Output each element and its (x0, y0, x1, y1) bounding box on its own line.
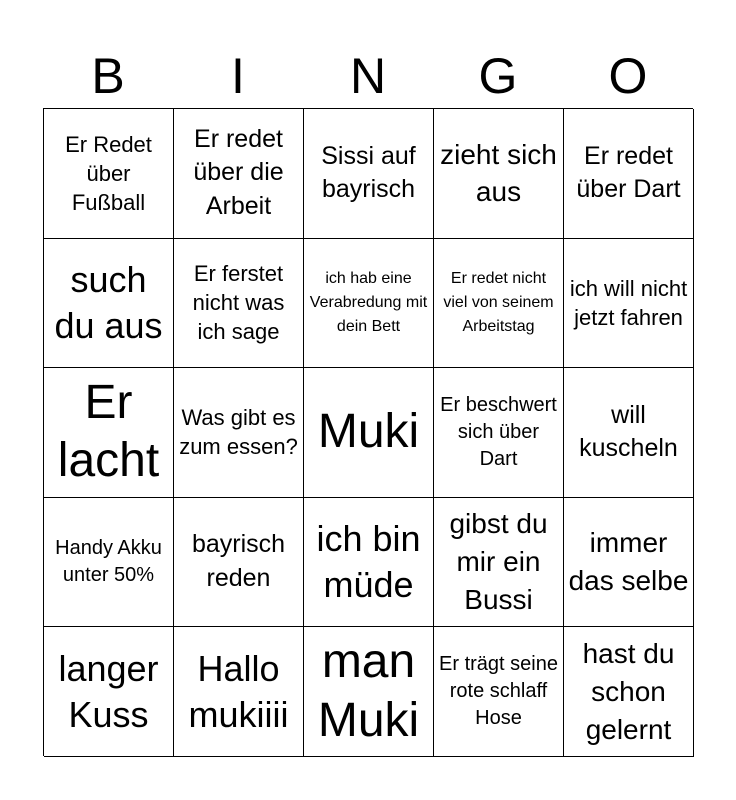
bingo-cell[interactable] (304, 368, 434, 498)
cell-text: Er redet nicht viel von seinem Arbeitstag (443, 269, 554, 335)
bingo-cell[interactable] (44, 368, 174, 498)
bingo-cell[interactable] (434, 368, 564, 498)
bingo-cell[interactable] (564, 368, 694, 498)
cell-text: Sissi auf bayrisch (321, 141, 416, 204)
bingo-cell[interactable] (564, 627, 694, 757)
cell-text: immer das selbe (568, 527, 689, 597)
bingo-cell[interactable] (304, 627, 434, 757)
cell-text: Hallo mukiiii (188, 647, 289, 735)
cell-text: ich will nicht jetzt fahren (569, 275, 688, 330)
cell-text: Was gibt es zum essen? (179, 405, 298, 460)
cell-text: such du aus (54, 258, 163, 346)
bingo-cell[interactable] (44, 109, 174, 239)
header-letter-o: O (608, 48, 648, 104)
cell-text: Handy Akku unter 50% (55, 536, 162, 587)
cell-text: Er lacht (57, 375, 160, 488)
header-letter-n: N (349, 48, 387, 104)
bingo-cell[interactable] (434, 109, 564, 239)
bingo-cell[interactable] (304, 239, 434, 369)
cell-text: Er Redet über Fußball (65, 131, 152, 215)
bingo-cell[interactable] (44, 627, 174, 757)
cell-text: Er trägt seine rote schlaff Hose (439, 652, 558, 730)
cell-text: Er beschwert sich über Dart (440, 393, 557, 471)
cell-text: Er redet über Dart (576, 141, 681, 204)
cell-text: langer Kuss (58, 647, 159, 735)
bingo-cell[interactable] (304, 109, 434, 239)
bingo-header (43, 44, 693, 108)
bingo-grid (43, 108, 693, 756)
header-letter-g: G (478, 48, 518, 104)
bingo-cell[interactable] (174, 498, 304, 628)
cell-text: zieht sich aus (440, 138, 557, 208)
cell-text: Muki (317, 405, 420, 459)
bingo-cell[interactable] (44, 498, 174, 628)
header-letter-b: B (91, 48, 125, 104)
bingo-cell[interactable] (434, 239, 564, 369)
bingo-cell[interactable] (434, 498, 564, 628)
cell-text: Er redet über die Arbeit (193, 124, 284, 221)
cell-text: hast du schon gelernt (582, 637, 675, 745)
bingo-cell[interactable] (174, 239, 304, 369)
bingo-cell[interactable] (44, 239, 174, 369)
bingo-cell[interactable] (434, 627, 564, 757)
bingo-cell[interactable] (174, 368, 304, 498)
cell-text: gibst du mir ein Bussi (449, 508, 548, 615)
cell-text: bayrisch reden (191, 530, 286, 593)
cell-text: man Muki (317, 635, 420, 747)
header-letter-i: I (231, 48, 245, 104)
cell-text: ich hab eine Verabredung mit dein Bett (309, 269, 428, 335)
bingo-cell[interactable] (174, 109, 304, 239)
bingo-cell[interactable] (174, 627, 304, 757)
bingo-cell[interactable] (564, 109, 694, 239)
bingo-cell[interactable] (564, 498, 694, 628)
cell-text: Er ferstet nicht was ich sage (192, 261, 285, 345)
bingo-cell[interactable] (304, 498, 434, 628)
cell-text: will kuscheln (579, 400, 678, 463)
cell-text: ich bin müde (316, 518, 421, 606)
bingo-cell[interactable] (564, 239, 694, 369)
